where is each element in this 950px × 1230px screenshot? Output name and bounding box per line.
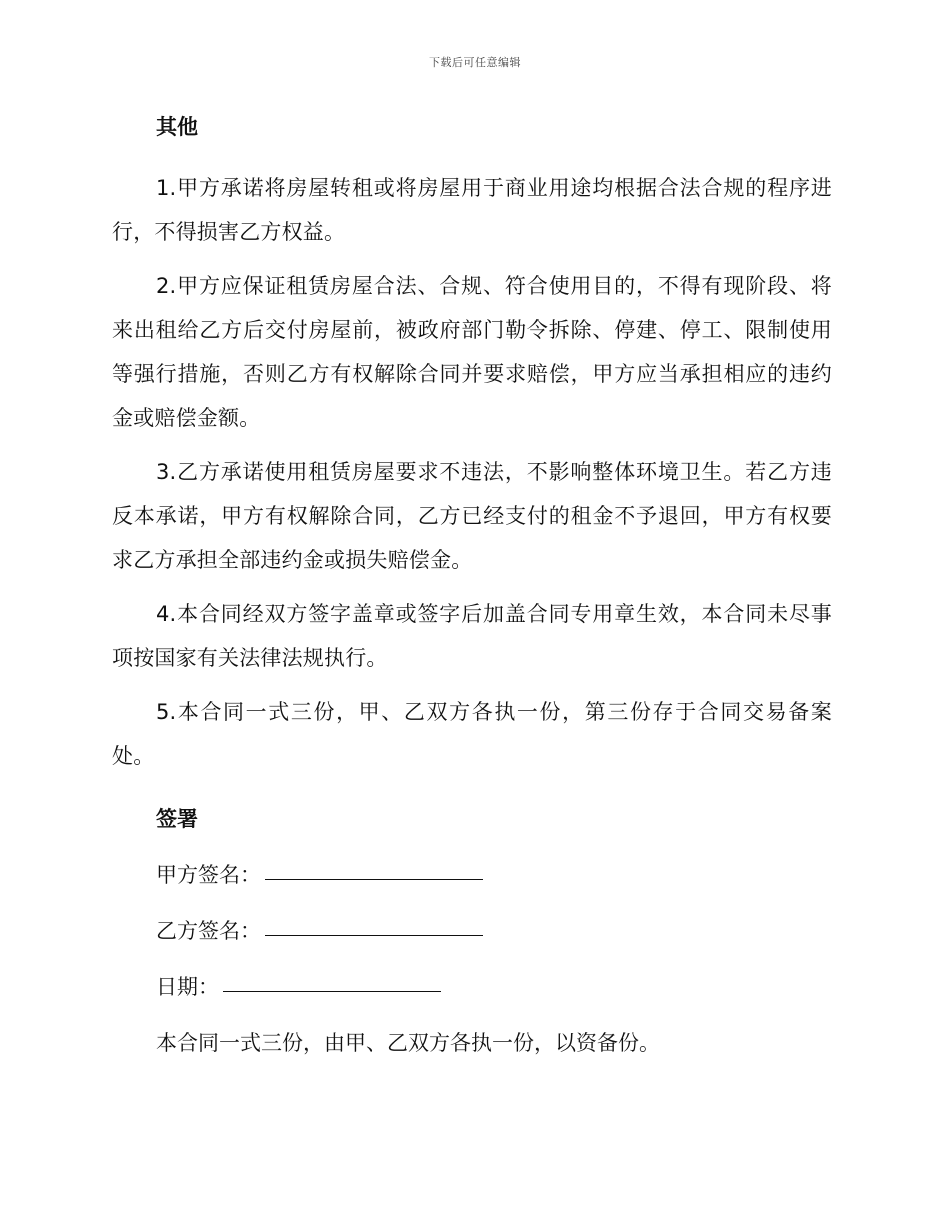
party-a-signature-blank (265, 857, 483, 880)
section-title-signature: 签署 (156, 807, 198, 831)
party-b-signature-row (112, 914, 832, 948)
party-b-signature-label: 乙方签名： (156, 919, 261, 943)
clause-2: 2.甲方应保证租赁房屋合法、合规、符合使用目的，不得有现阶段、将来出租给乙方后交付房屋前，被政府部门勒令拆除、停建、停工、限制使用等强行措施，否则乙方有权解除合同并要求赔偿，甲方应当承担相应的违约金或赔偿金额。 (112, 274, 832, 430)
date-row (112, 970, 832, 1004)
clause-4: 4.本合同经双方签字盖章或签字后加盖合同专用章生效，本合同未尽事项按国家有关法律法规执行。 (112, 602, 832, 670)
closing-statement: 本合同一式三份，由甲、乙双方各执一份，以资备份。 (156, 1031, 660, 1055)
clause-1: 1.甲方承诺将房屋转租或将房屋用于商业用途均根据合法合规的程序进行，不得损害乙方权益。 (112, 176, 832, 244)
party-a-signature-row (112, 858, 832, 892)
document-body (112, 110, 832, 1060)
date-blank (223, 969, 441, 992)
party-b-signature-blank (265, 913, 483, 936)
clause-5: 5.本合同一式三份，甲、乙双方各执一份，第三份存于合同交易备案处。 (112, 700, 832, 768)
clause-3: 3.乙方承诺使用租赁房屋要求不违法，不影响整体环境卫生。若乙方违反本承诺，甲方有权解除合同，乙方已经支付的租金不予退回，甲方有权要求乙方承担全部违约金或损失赔偿金。 (112, 460, 832, 572)
party-a-signature-label: 甲方签名： (156, 863, 261, 887)
date-label: 日期： (156, 975, 219, 999)
page-header: 下载后可任意编辑 (429, 56, 521, 69)
section-title-other: 其他 (156, 115, 198, 139)
